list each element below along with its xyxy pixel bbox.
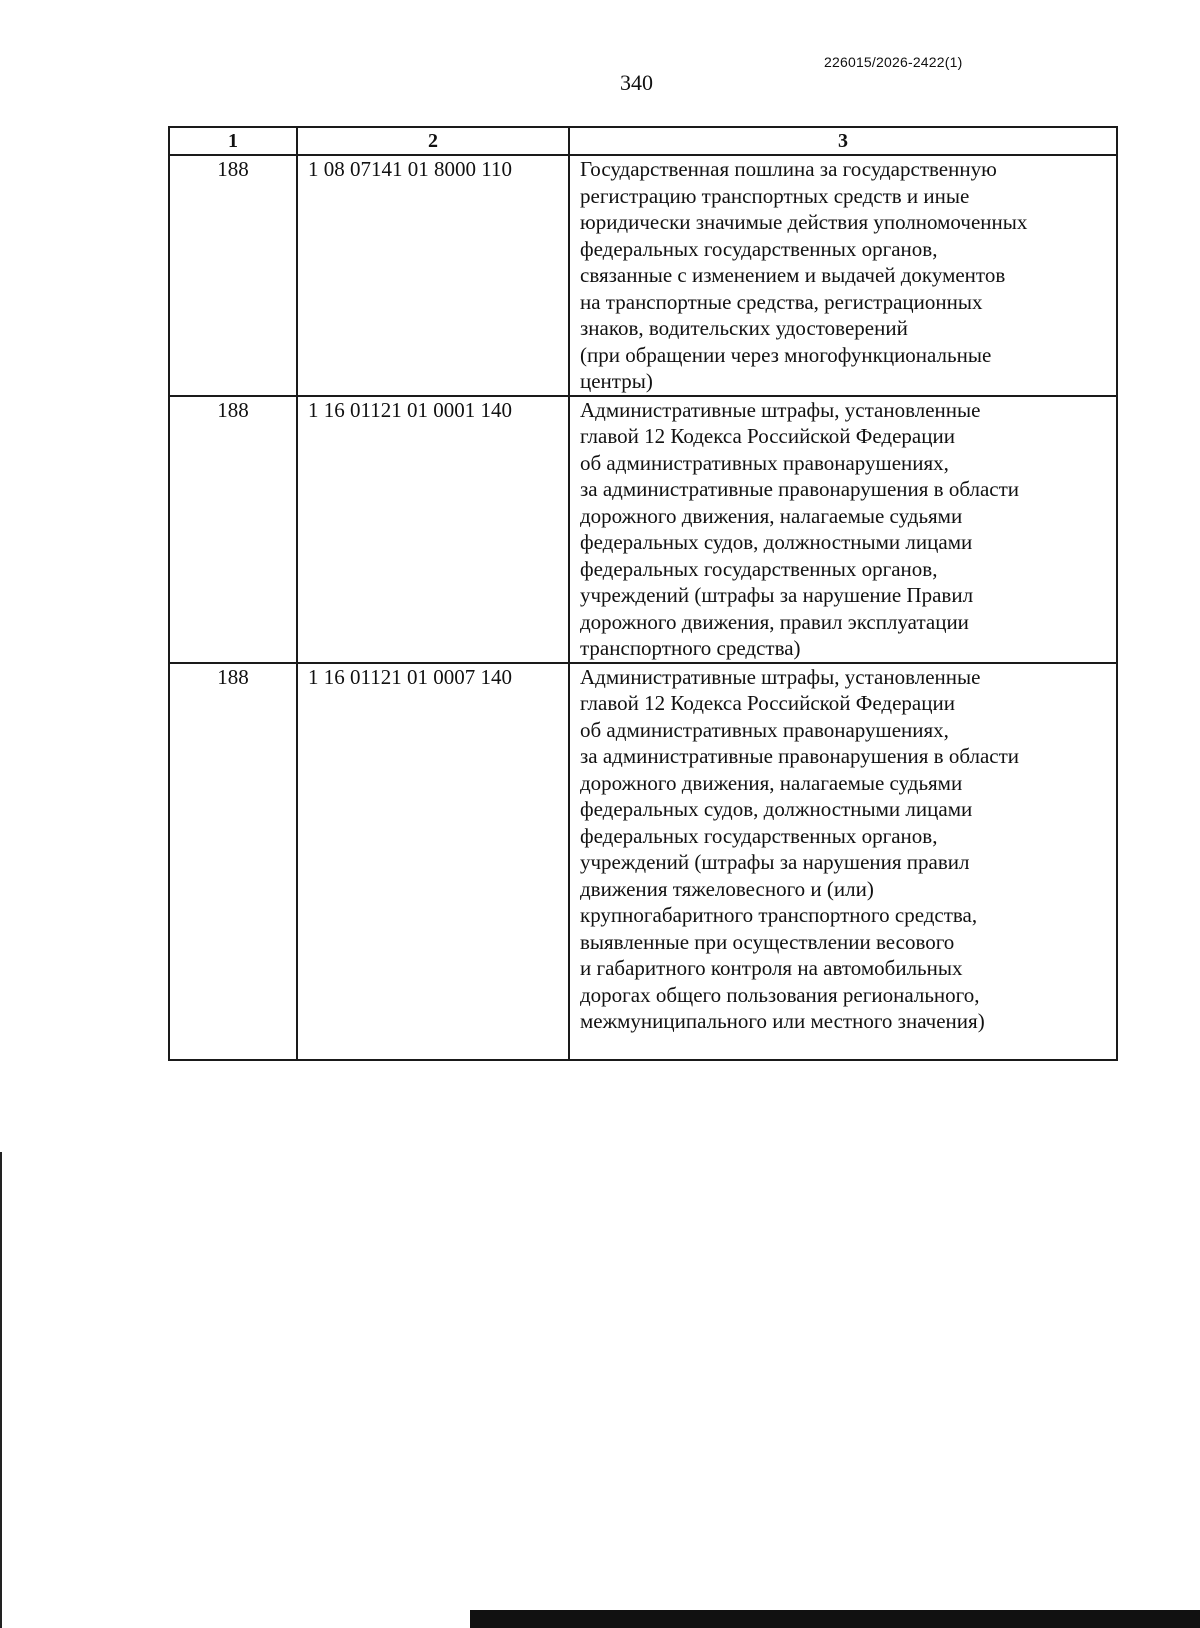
revenue-codes-table (168, 126, 1118, 1061)
description-line: на транспортные средства, регистрационных (580, 289, 983, 314)
table-header-row (169, 127, 1117, 155)
description-line: учреждений (штрафы за нарушение Правил (580, 583, 974, 607)
kbk-code-cell: 1 16 01121 01 0001 140 (297, 396, 569, 663)
table-row (169, 155, 1117, 396)
description-line: об административных правонарушениях, (580, 450, 949, 475)
description-line: дорогах общего пользования регионального, (580, 982, 980, 1007)
kbk-code-cell: 1 16 01121 01 0007 140 (297, 663, 569, 1060)
description-line: федеральных государственных органов, (580, 556, 938, 581)
description-line: юридически значимые действия уполномоченных (580, 210, 1028, 234)
scan-left-edge-mark (0, 1152, 2, 1628)
scan-bottom-edge-mark (470, 1610, 1200, 1628)
table-row (169, 396, 1117, 663)
description-line: дорожного движения, налагаемые судьями (580, 503, 963, 528)
admin-code-cell: 188 (169, 396, 297, 663)
description-line: за административные правонарушения в области (580, 477, 1020, 501)
kbk-code-cell: 1 08 07141 01 8000 110 (297, 155, 569, 396)
description-cell (569, 396, 1117, 663)
table-row (169, 663, 1117, 1060)
description-line: знаков, водительских удостоверений (580, 316, 908, 340)
description-line: Административные штрафы, установленные (580, 397, 981, 422)
description-line: Государственная пошлина за государственную (580, 157, 997, 181)
revenue-codes-table-container (168, 126, 1116, 1061)
admin-code-cell: 188 (169, 663, 297, 1060)
page-number: 340 (620, 70, 653, 95)
description-line: связанные с изменением и выдачей документов (580, 263, 1006, 287)
description-line: федеральных государственных органов, (580, 823, 938, 848)
description-line: главой 12 Кодекса Российской Федерации (580, 424, 955, 448)
doc-id: 226015/2026-2422(1) (824, 54, 963, 70)
description-line: об административных правонарушениях, (580, 717, 949, 742)
description-cell (569, 663, 1117, 1060)
description-cell (569, 155, 1117, 396)
description-line: Административные штрафы, установленные (580, 664, 981, 689)
description-line: главой 12 Кодекса Российской Федерации (580, 691, 955, 715)
description-line: дорожного движения, налагаемые судьями (580, 770, 963, 795)
description-line: за административные правонарушения в области (580, 744, 1020, 768)
description-line: выявленные при осуществлении весового (580, 929, 955, 954)
description-line: федеральных государственных органов, (580, 236, 938, 261)
column-header-2: 2 (297, 127, 569, 155)
column-header-3: 3 (569, 127, 1117, 155)
description-line: федеральных судов, должностными лицами (580, 797, 973, 821)
description-line: федеральных судов, должностными лицами (580, 530, 973, 554)
description-line: центры) (580, 369, 653, 393)
description-line: дорожного движения, правил эксплуатации (580, 609, 969, 634)
description-line: движения тяжеловесного и (или) (580, 876, 874, 901)
description-line: учреждений (штрафы за нарушения правил (580, 850, 970, 874)
description-line: (при обращении через многофункциональные (580, 342, 992, 367)
description-line: и габаритного контроля на автомобильных (580, 956, 963, 980)
description-line: регистрацию транспортных средств и иные (580, 183, 970, 208)
column-header-1: 1 (169, 127, 297, 155)
admin-code-cell: 188 (169, 155, 297, 396)
description-line: межмуниципального или местного значения) (580, 1009, 985, 1033)
description-line: транспортного средства) (580, 636, 801, 660)
description-line: крупногабаритного транспортного средства, (580, 903, 978, 927)
